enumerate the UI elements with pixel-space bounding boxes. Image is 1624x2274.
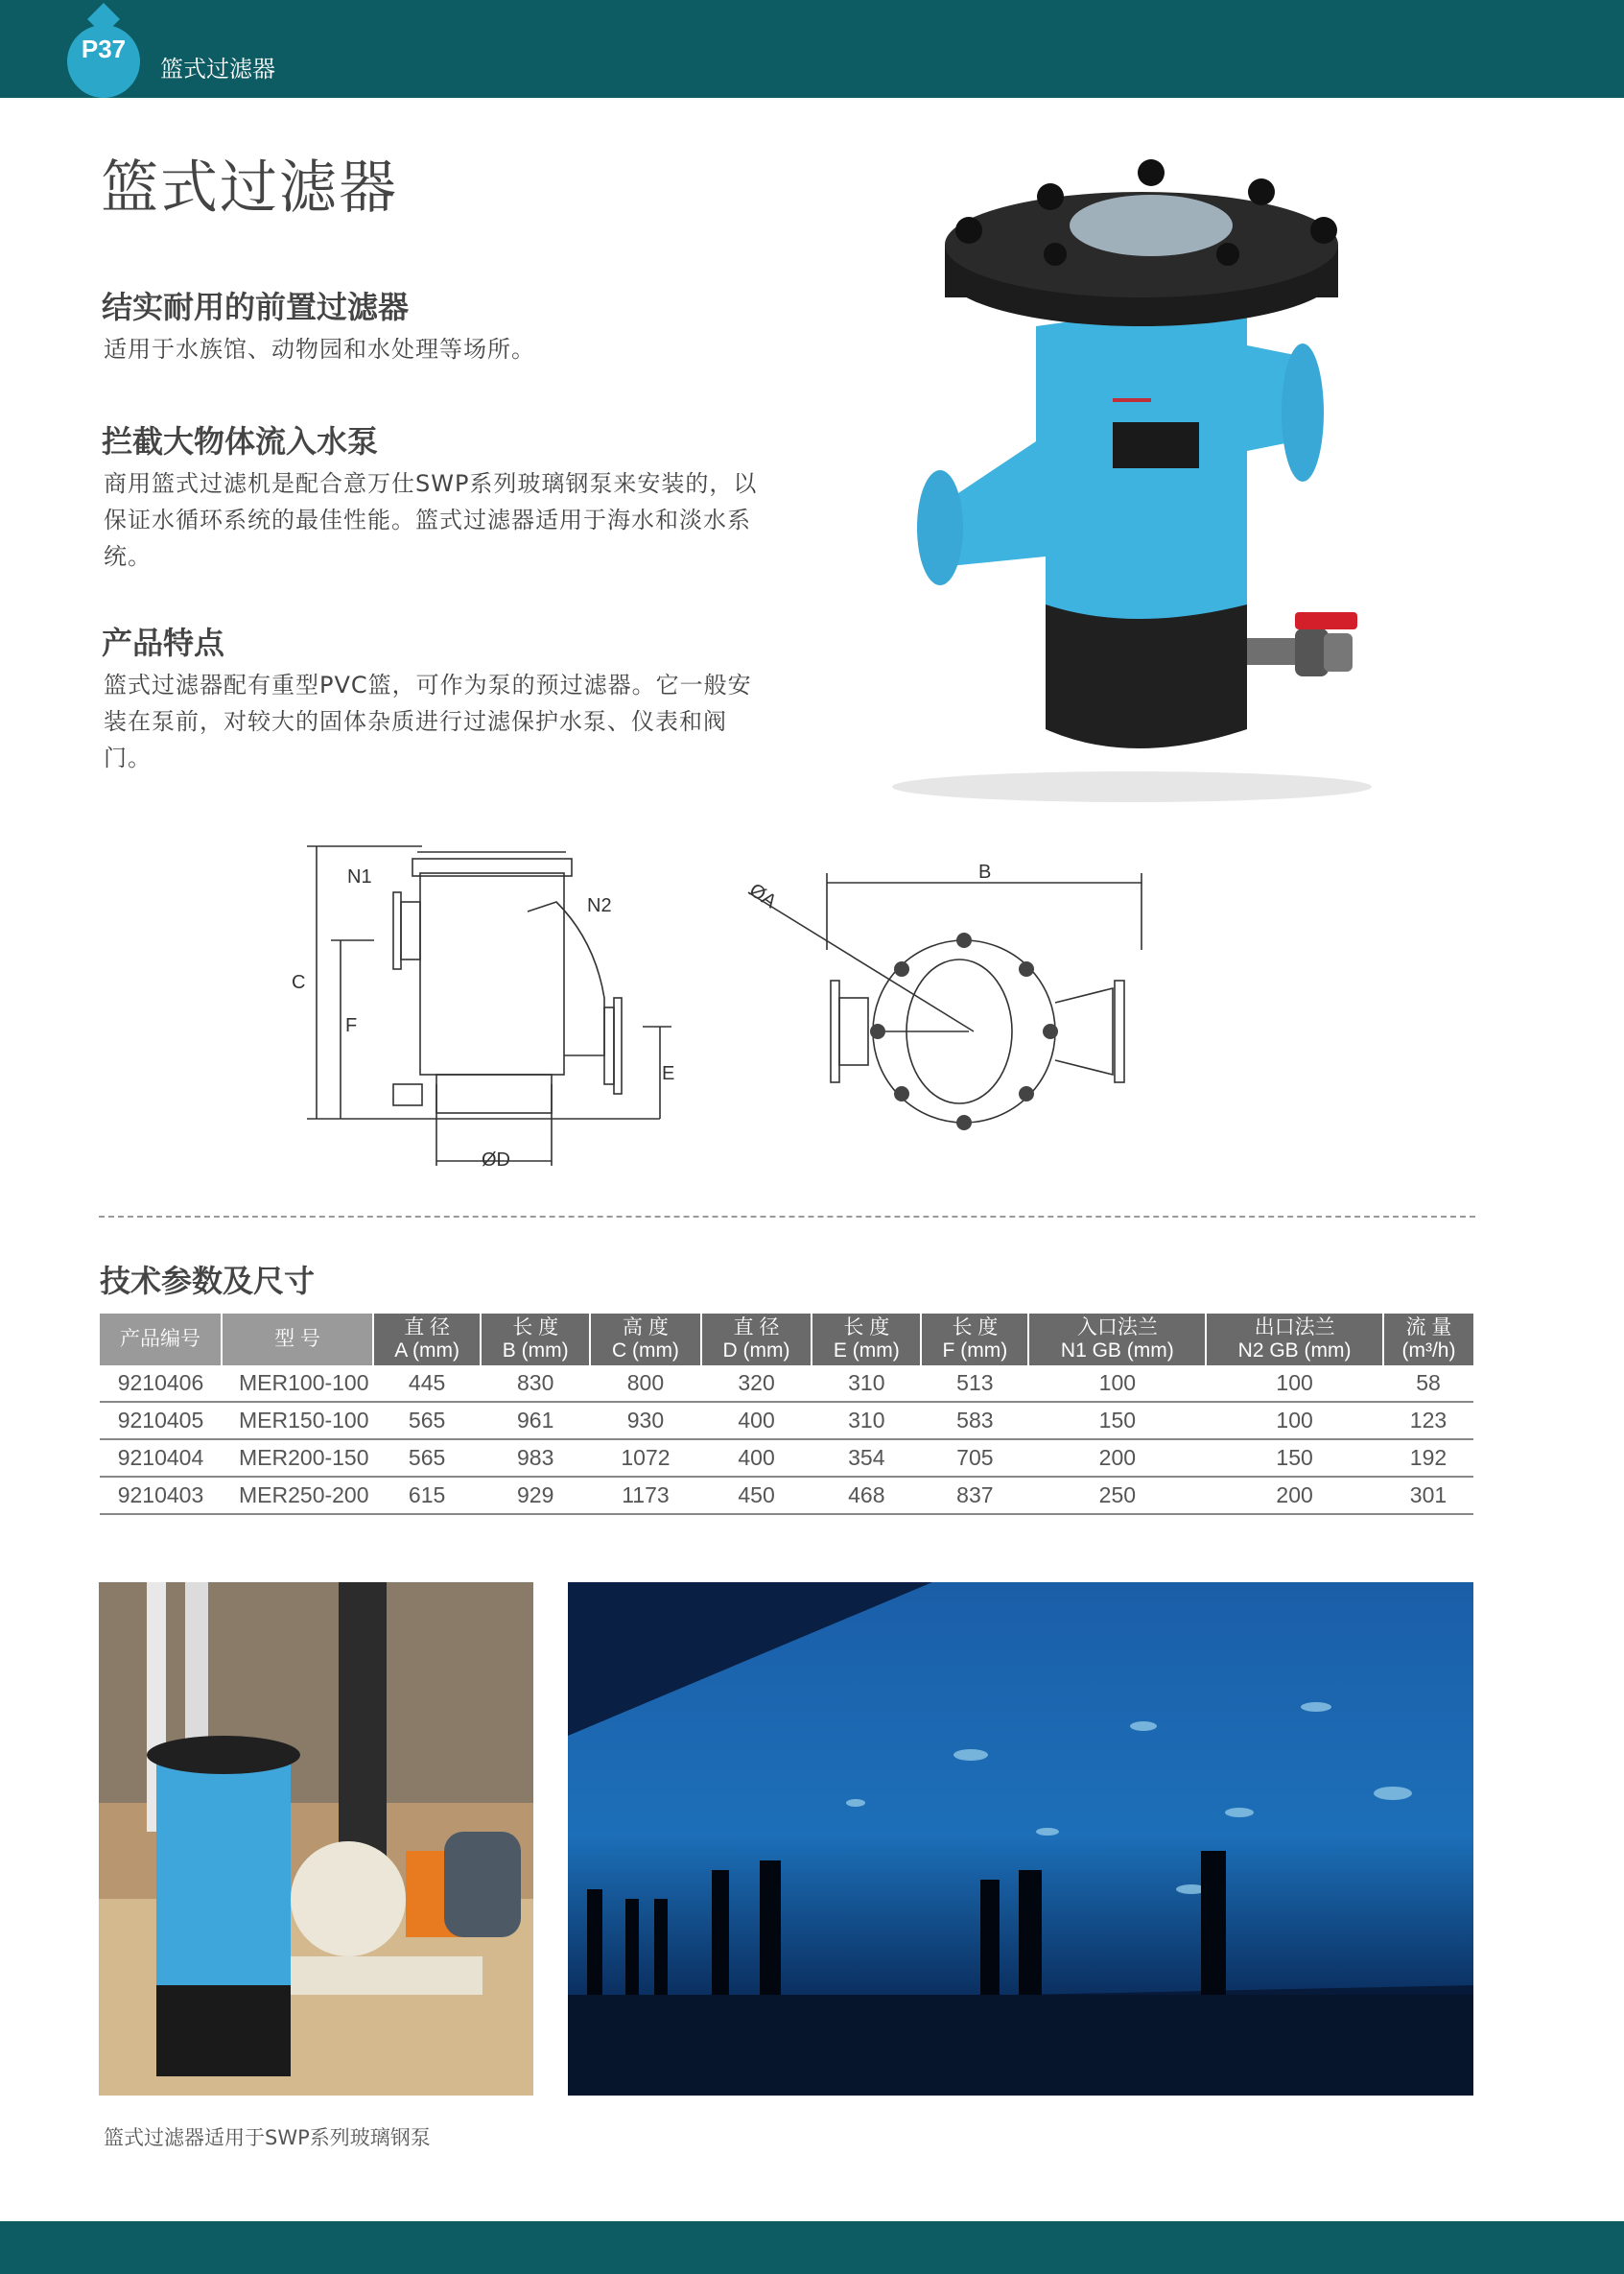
- cell: 468: [812, 1477, 921, 1514]
- cell: 310: [812, 1402, 921, 1439]
- cell: 830: [481, 1365, 590, 1402]
- side-view-drawing: [278, 835, 700, 1180]
- footer-bar: [0, 2221, 1624, 2274]
- col-header: 高 度 C (mm): [590, 1314, 701, 1365]
- cell: 192: [1383, 1439, 1473, 1477]
- cell: 250: [1028, 1477, 1206, 1514]
- cell: 800: [590, 1365, 701, 1402]
- col-header: 型 号: [222, 1314, 373, 1365]
- table-row: [100, 1365, 1473, 1402]
- cell: 9210406: [100, 1365, 222, 1402]
- table-row: [100, 1402, 1473, 1439]
- photo-caption: 篮式过滤器适用于SWP系列玻璃钢泵: [104, 2126, 431, 2149]
- cell: 705: [921, 1439, 1028, 1477]
- page-title: 篮式过滤器: [101, 154, 398, 222]
- cell: MER150-100: [222, 1402, 373, 1439]
- cell: 200: [1206, 1477, 1383, 1514]
- cell: 615: [373, 1477, 481, 1514]
- cell: 400: [701, 1402, 812, 1439]
- col-header: 直 径 D (mm): [701, 1314, 812, 1365]
- cell: 150: [1028, 1402, 1206, 1439]
- col-header: 入口法兰 N1 GB (mm): [1028, 1314, 1206, 1365]
- cell: 150: [1206, 1439, 1383, 1477]
- top-view-drawing: [739, 854, 1161, 1151]
- label-f: F: [345, 1015, 358, 1036]
- section-title-3: 产品特点: [102, 625, 225, 661]
- section-body-2: 商用篮式过滤机是配合意万仕SWP系列玻璃钢泵来安装的，以保证水循环系统的最佳性能。篮式过滤器适用于海水和淡水系统。: [104, 470, 758, 570]
- col-header: 直 径 A (mm): [373, 1314, 481, 1365]
- header-bar: [0, 0, 1624, 98]
- label-e: E: [662, 1063, 675, 1084]
- cell: 837: [921, 1477, 1028, 1514]
- section-body-3: 篮式过滤器配有重型PVC篮，可作为泵的预过滤器。它一般安装在泵前，对较大的固体杂质进行过滤保护水泵、仪表和阀门。: [104, 672, 752, 771]
- label-n2: N2: [587, 895, 612, 916]
- col-header: 产品编号: [100, 1314, 222, 1365]
- cell: 320: [701, 1365, 812, 1402]
- cell: MER200-150: [222, 1439, 373, 1477]
- label-d: ØD: [482, 1149, 510, 1171]
- table-title: 技术参数及尺寸: [100, 1263, 316, 1299]
- cell: 1072: [590, 1439, 701, 1477]
- cell: 400: [701, 1439, 812, 1477]
- spec-table: [100, 1314, 1473, 1515]
- cell: 9210405: [100, 1402, 222, 1439]
- cell: 100: [1028, 1365, 1206, 1402]
- cell: 929: [481, 1477, 590, 1514]
- cell: 354: [812, 1439, 921, 1477]
- col-header: 长 度 B (mm): [481, 1314, 590, 1365]
- cell: 450: [701, 1477, 812, 1514]
- cell: 58: [1383, 1365, 1473, 1402]
- cell: MER100-100: [222, 1365, 373, 1402]
- col-header: 长 度 E (mm): [812, 1314, 921, 1365]
- cell: 200: [1028, 1439, 1206, 1477]
- label-c: C: [292, 972, 306, 993]
- installation-photo: [99, 1582, 533, 2096]
- cell: 9210404: [100, 1439, 222, 1477]
- cell: 100: [1206, 1365, 1383, 1402]
- cell: 9210403: [100, 1477, 222, 1514]
- label-n1: N1: [347, 866, 372, 888]
- label-a: ØA: [744, 879, 781, 913]
- aquarium-photo: [568, 1582, 1473, 2096]
- cell: 983: [481, 1439, 590, 1477]
- cell: 123: [1383, 1402, 1473, 1439]
- table-header-row: [100, 1314, 1473, 1365]
- cell: 513: [921, 1365, 1028, 1402]
- cell: 565: [373, 1439, 481, 1477]
- label-b: B: [978, 862, 992, 883]
- basket-filter-photo: [844, 154, 1439, 806]
- table-row: [100, 1439, 1473, 1477]
- section-divider: [99, 1216, 1475, 1218]
- cell: 583: [921, 1402, 1028, 1439]
- section-title-1: 结实耐用的前置过滤器: [102, 289, 410, 325]
- cell: 1173: [590, 1477, 701, 1514]
- cell: 445: [373, 1365, 481, 1402]
- cell: 565: [373, 1402, 481, 1439]
- col-header: 流 量 (m³/h): [1383, 1314, 1473, 1365]
- section-body-1: 适用于水族馆、动物园和水处理等场所。: [104, 336, 535, 363]
- cell: 301: [1383, 1477, 1473, 1514]
- cell: 100: [1206, 1402, 1383, 1439]
- cell: 310: [812, 1365, 921, 1402]
- col-header: 长 度 F (mm): [921, 1314, 1028, 1365]
- cell: MER250-200: [222, 1477, 373, 1514]
- section-title-2: 拦截大物体流入水泵: [102, 423, 379, 460]
- table-row: [100, 1477, 1473, 1514]
- cell: 930: [590, 1402, 701, 1439]
- col-header: 出口法兰 N2 GB (mm): [1206, 1314, 1383, 1365]
- header-section-title: 篮式过滤器: [160, 56, 275, 83]
- page-number-badge: P37: [67, 25, 140, 98]
- cell: 961: [481, 1402, 590, 1439]
